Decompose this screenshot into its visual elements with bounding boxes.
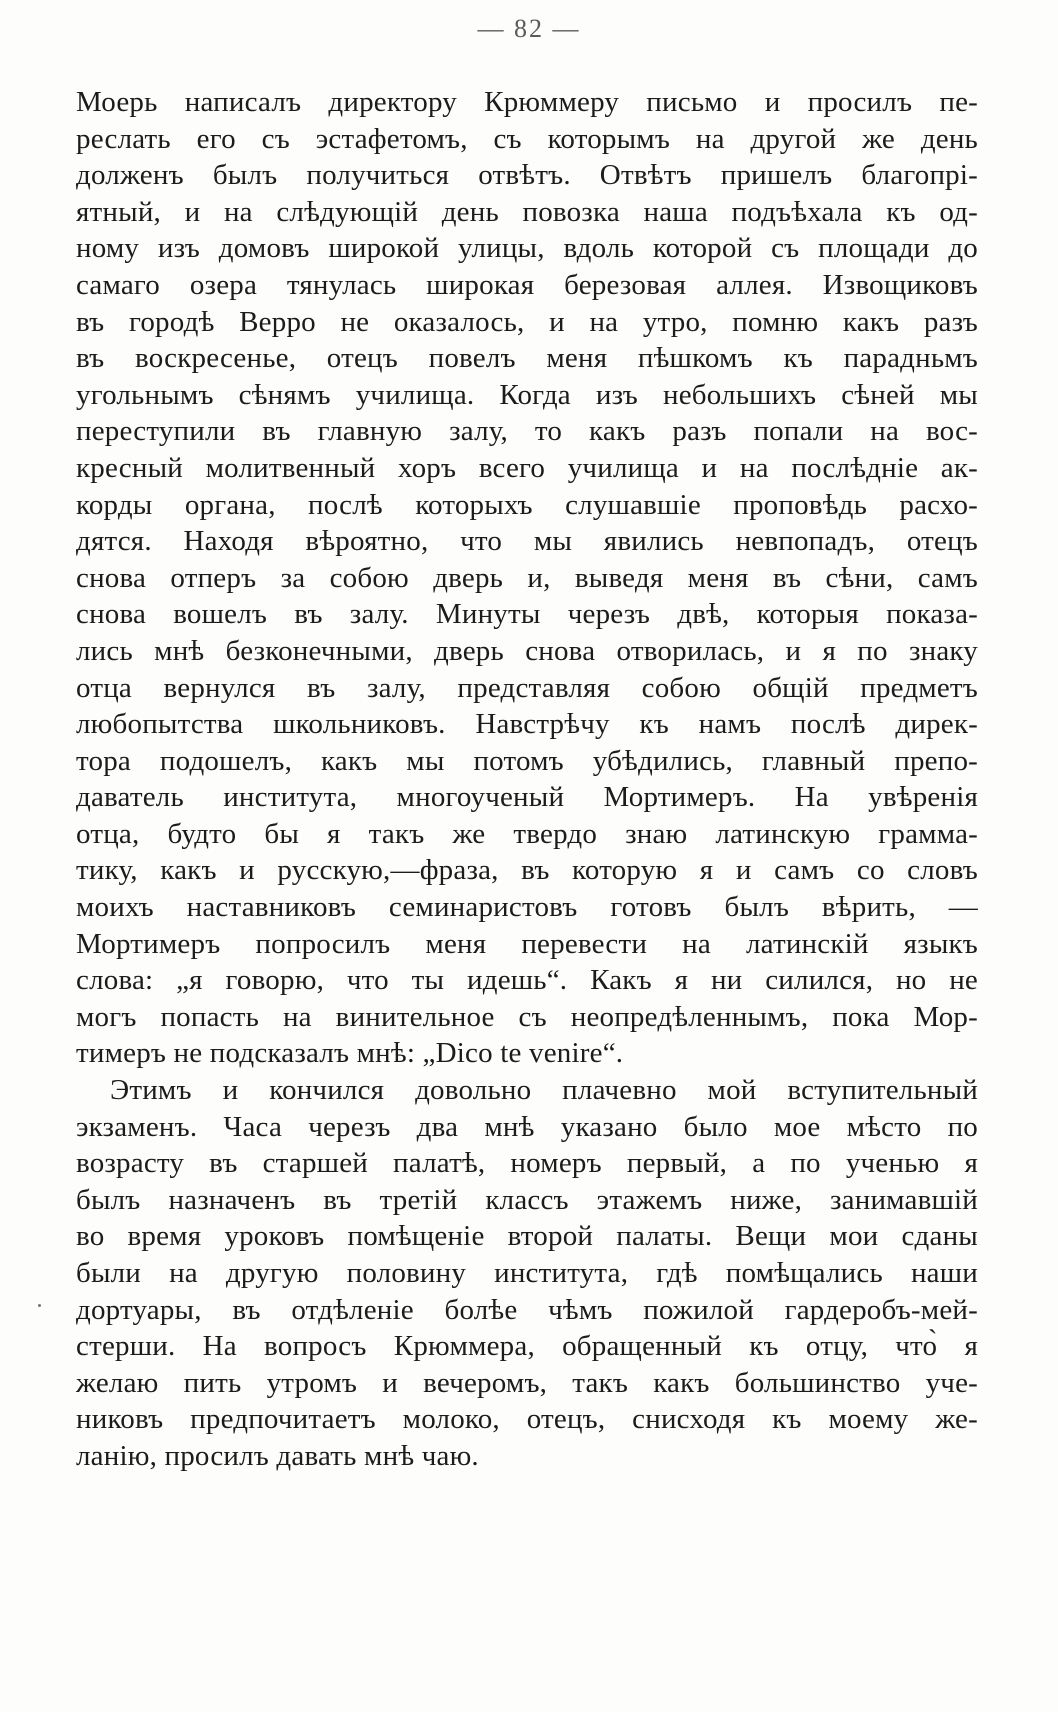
text-line: дятся. Находя вѣроятно, что мы явились невпопадъ, отецъ: [76, 525, 978, 558]
text-line: снова вошелъ въ залу. Минуты черезъ двѣ, которыя показа-: [76, 598, 978, 631]
page-number: — 82 —: [477, 14, 581, 43]
text-line: Этимъ и кончился довольно плачевно мой вступительный: [110, 1074, 978, 1107]
text-line: никовъ предпочитаетъ молоко, отецъ, снисходя къ моему же-: [76, 1403, 978, 1436]
text-line: тику, какъ и русскую,—фраза, въ которую я и самъ со словъ: [76, 854, 978, 887]
text-line: реслать его съ эстафетомъ, съ которымъ на другой же день: [76, 122, 978, 155]
paragraph-1: [76, 84, 978, 1072]
text-line: во время уроковъ помѣщеніе второй палаты. Вещи мои сданы: [76, 1220, 978, 1253]
text-line: могъ попасть на винительное съ неопредѣленнымъ, пока Мор-: [76, 1000, 978, 1033]
text-line: переступили въ главную залу, то какъ разъ попали на вос-: [76, 415, 978, 448]
text-line: были на другую половину института, гдѣ помѣщались наши: [76, 1257, 978, 1289]
text-line: слова: „я говорю, что ты идешь“. Какъ я ни силился, но не: [76, 964, 978, 997]
text-line: желаю пить утромъ и вечеромъ, такъ какъ большинство уче-: [76, 1366, 978, 1399]
text-line: былъ назначенъ въ третій классъ этажемъ ниже, занимавшій: [76, 1183, 978, 1216]
text-line: экзаменъ. Часа черезъ два мнѣ указано было мое мѣсто по: [76, 1110, 978, 1143]
text-line: снова отперъ за собою дверь и, выведя меня въ сѣни, самъ: [76, 561, 978, 594]
text-line: Мортимеръ попросилъ меня перевести на латинскій языкъ: [76, 927, 978, 960]
text-line: долженъ былъ получиться отвѣтъ. Отвѣтъ пришелъ благопрі-: [76, 159, 978, 192]
text-line: кресный молитвенный хоръ всего училища и на послѣдніе ак-: [76, 451, 978, 484]
text-line: моихъ наставниковъ семинаристовъ готовъ былъ вѣрить, —: [76, 891, 978, 924]
body-text: [76, 84, 978, 1475]
text-line: даватель института, многоученый Мортимеръ. На увѣренія: [76, 781, 978, 814]
text-line: въ городѣ Верро не оказалось, и на утро, помню какъ разъ: [76, 305, 978, 338]
text-line: дортуары, въ отдѣленіе болѣе чѣмъ пожилой гардеробъ-мей-: [76, 1293, 978, 1326]
text-line: любопытства школьниковъ. Навстрѣчу къ намъ послѣ дирек-: [76, 708, 978, 741]
paragraph-2: [76, 1072, 978, 1475]
text-line: возрасту въ старшей палатѣ, номеръ первый, а по ученью я: [76, 1147, 978, 1180]
text-line: Моерь написалъ директору Крюммеру письмо и просилъ пе-: [76, 86, 978, 118]
text-line: стерши. На вопросъ Крюммера, обращенный къ отцу, что̀ я: [76, 1330, 978, 1363]
text-line: угольнымъ сѣнямъ училища. Когда изъ небольшихъ сѣней мы: [76, 378, 978, 411]
text-line: тимеръ не подсказалъ мнѣ: „Dico te venire“.: [76, 1037, 624, 1070]
text-line: отца, будто бы я такъ же твердо знаю латинскую грамма-: [76, 817, 978, 850]
text-line: лись мнѣ безконечными, дверь снова отворилась, и я по знаку: [76, 634, 978, 667]
ink-speck: [38, 1304, 41, 1307]
text-line: самаго озера тянулась широкая березовая аллея. Извощиковъ: [76, 268, 978, 301]
text-line: корды органа, послѣ которыхъ слушавшіе проповѣдь расхо-: [76, 488, 978, 521]
text-line: отца вернулся въ залу, представляя собою общій предметъ: [76, 671, 978, 704]
text-line: тора подошелъ, какъ мы потомъ убѣдились, главный препо-: [76, 744, 978, 777]
text-line: въ воскресенье, отецъ повелъ меня пѣшкомъ къ парадньмъ: [76, 342, 978, 375]
text-line: ному изъ домовъ широкой улицы, вдоль которой съ площади до: [76, 232, 978, 265]
text-line: ятный, и на слѣдующій день повозка наша подъѣхала къ од-: [76, 195, 978, 228]
text-line: ланію, просилъ давать мнѣ чаю.: [76, 1439, 479, 1472]
